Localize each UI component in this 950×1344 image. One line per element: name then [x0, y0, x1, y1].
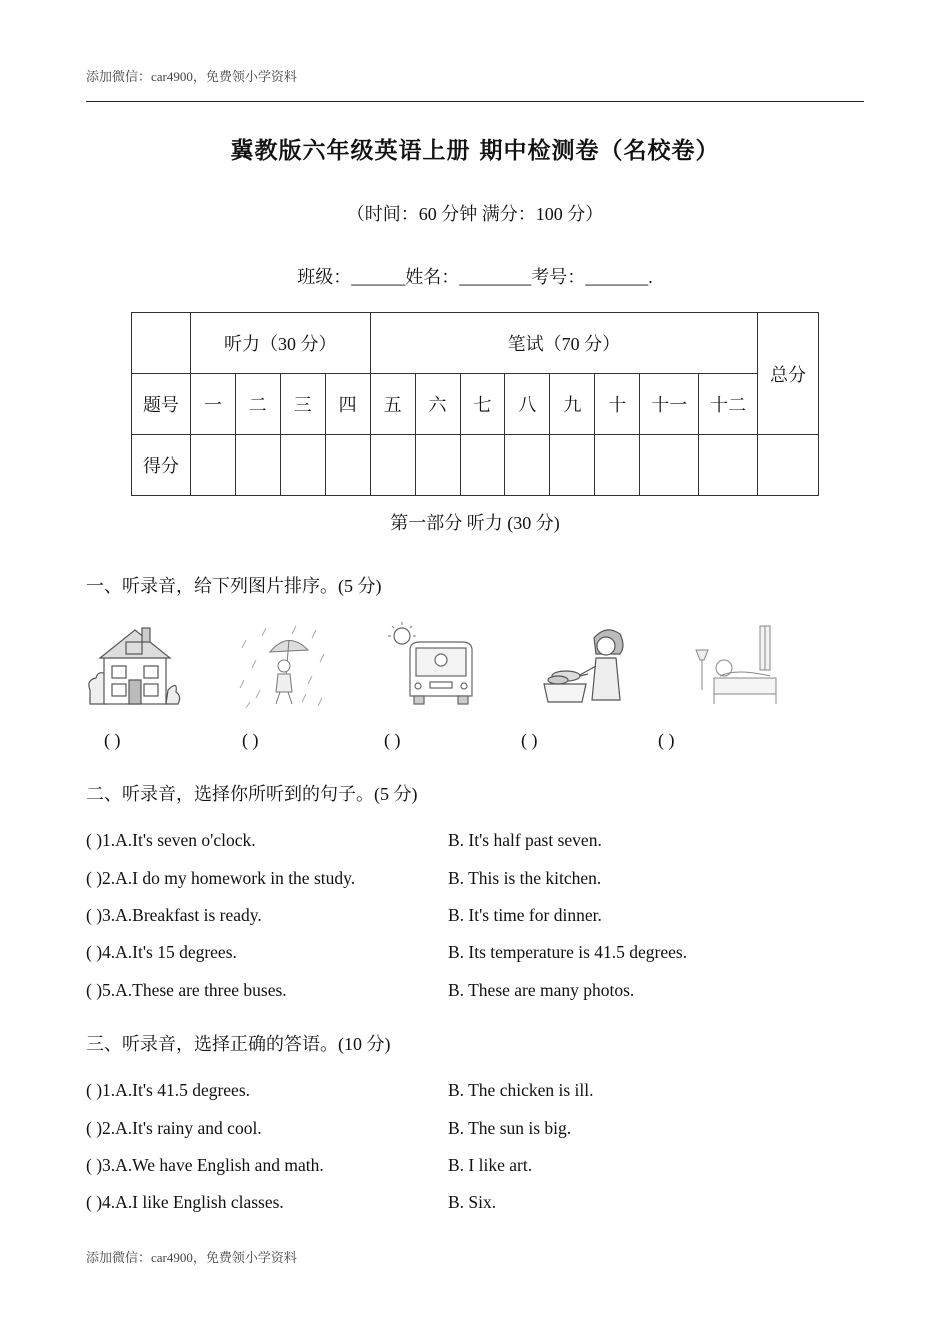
q3-item-3-option-a: ( )3.A.We have English and math.	[86, 1155, 324, 1175]
score-cell	[415, 435, 460, 496]
q2-heading: 二、听录音，选择你所听到的句子。(5 分)	[86, 784, 418, 804]
student-info-line: 班级：______姓名：________考号：_______.	[297, 267, 653, 287]
q3-heading: 三、听录音，选择正确的答语。(10 分)	[86, 1034, 391, 1054]
score-cell	[370, 435, 415, 496]
score-table	[131, 312, 819, 496]
question-number: 十一	[640, 374, 699, 435]
question-number: 二	[235, 374, 280, 435]
score-cell	[325, 435, 370, 496]
header-watermark: 添加微信：car4900，免费领小学资料	[86, 69, 297, 84]
picture-5-answer-bracket[interactable]: ( )	[658, 730, 675, 750]
q2-item-3-option-a: ( )3.A.Breakfast is ready.	[86, 905, 262, 925]
footer-watermark: 添加微信：car4900，免费领小学资料	[86, 1250, 297, 1265]
question-number: 一	[190, 374, 235, 435]
score-cell	[505, 435, 550, 496]
q2-item-1-option-b: B. It's half past seven.	[448, 830, 602, 850]
score-cell	[280, 435, 325, 496]
q2-item-2-option-a: ( )2.A.I do my homework in the study.	[86, 868, 356, 888]
q2-item-4-option-a: ( )4.A.It's 15 degrees.	[86, 942, 237, 962]
q3-item-1-option-b: B. The chicken is ill.	[448, 1080, 594, 1100]
question-number: 四	[325, 374, 370, 435]
q3-item-1-option-a: ( )1.A.It's 41.5 degrees.	[86, 1080, 251, 1100]
score-cell	[640, 435, 699, 496]
score-cell	[190, 435, 235, 496]
house-illustration	[86, 620, 186, 710]
question-number: 三	[280, 374, 325, 435]
part1-title: 第一部分 听力 (30 分)	[390, 513, 560, 533]
picture-4-answer-bracket[interactable]: ( )	[521, 730, 538, 750]
q3-item-3-option-b: B. I like art.	[448, 1155, 533, 1175]
table-corner-cell	[132, 313, 191, 374]
exam-time-info: （时间：60 分钟 满分：100 分）	[346, 204, 604, 224]
writing-header: 笔试（70 分）	[370, 313, 757, 374]
picture-1-answer-bracket[interactable]: ( )	[104, 730, 121, 750]
score-cell	[460, 435, 505, 496]
q2-item-1-option-a: ( )1.A.It's seven o'clock.	[86, 830, 256, 850]
q3-item-4-option-a: ( )4.A.I like English classes.	[86, 1192, 284, 1212]
question-number-label: 题号	[132, 374, 191, 435]
picture-2-answer-bracket[interactable]: ( )	[242, 730, 259, 750]
header-rule	[86, 101, 864, 102]
question-number: 八	[505, 374, 550, 435]
q2-item-5-option-a: ( )5.A.These are three buses.	[86, 980, 287, 1000]
score-cell	[235, 435, 280, 496]
q3-item-2-option-b: B. The sun is big.	[448, 1118, 572, 1138]
picture-3-answer-bracket[interactable]: ( )	[384, 730, 401, 750]
score-label: 得分	[132, 435, 191, 496]
score-cell	[595, 435, 640, 496]
q2-item-2-option-b: B. This is the kitchen.	[448, 868, 602, 888]
question-number: 十	[595, 374, 640, 435]
total-score-cell	[758, 435, 819, 496]
score-cell	[699, 435, 758, 496]
score-cell	[550, 435, 595, 496]
question-number: 七	[460, 374, 505, 435]
q1-heading: 一、听录音，给下列图片排序。(5 分)	[86, 576, 382, 596]
cooking-woman-illustration	[536, 620, 636, 710]
q2-item-3-option-b: B. It's time for dinner.	[448, 905, 602, 925]
question-number: 十二	[699, 374, 758, 435]
page-title: 冀教版六年级英语上册 期中检测卷（名校卷）	[230, 138, 720, 164]
total-header: 总分	[758, 313, 819, 435]
listening-header: 听力（30 分）	[190, 313, 370, 374]
q2-item-5-option-b: B. These are many photos.	[448, 980, 635, 1000]
question-number: 五	[370, 374, 415, 435]
bus-illustration	[386, 620, 486, 710]
q3-item-2-option-a: ( )2.A.It's rainy and cool.	[86, 1118, 262, 1138]
question-number: 六	[415, 374, 460, 435]
sick-in-bed-illustration	[690, 620, 790, 710]
question-number: 九	[550, 374, 595, 435]
q2-item-4-option-b: B. Its temperature is 41.5 degrees.	[448, 942, 688, 962]
rain-umbrella-illustration	[236, 620, 336, 710]
q3-item-4-option-b: B. Six.	[448, 1192, 497, 1212]
